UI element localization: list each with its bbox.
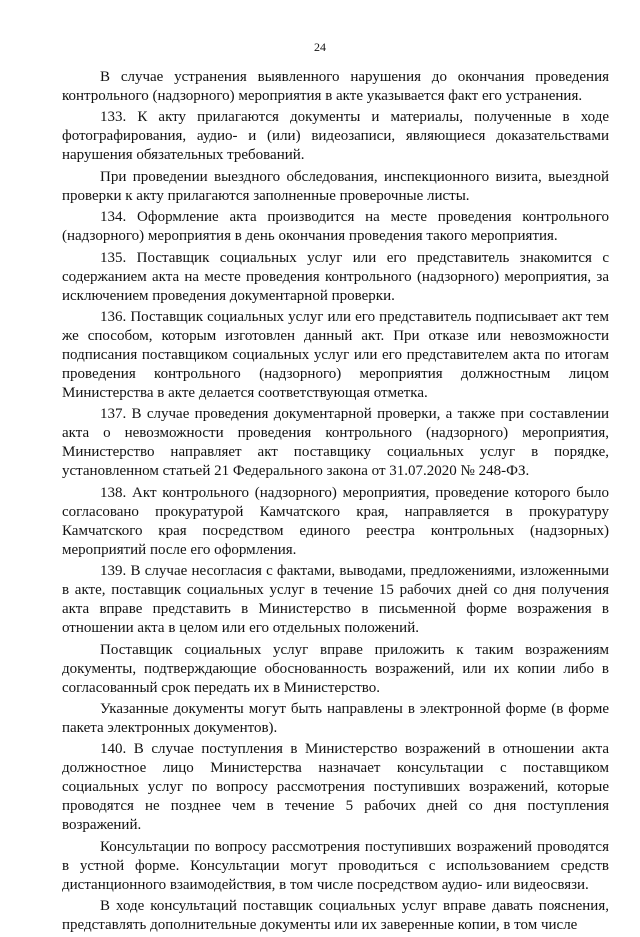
paragraph: 140. В случае поступления в Министерство возражений в отношении акта должностное лицо Министерства назначает консультации с поставщиком социальных услуг по вопросу рассмотрения поступивших возражений, которые проводятся не позднее чем в течение 5 рабочих дней со дня поступления возражений. [62, 741, 609, 834]
page-number: 24 [314, 40, 326, 54]
paragraph: В ходе консультаций поставщик социальных услуг вправе давать пояснения, представлять дополнительные документы или их заверенные копии, в том числе [62, 898, 609, 934]
document-body [62, 68, 609, 937]
paragraph: 139. В случае несогласия с фактами, выводами, предложениями, изложенными в акте, поставщик социальных услуг в течение 15 рабочих дней со дня получения акта вправе представить в Министерство в письменной форме возражения в отношении акта в целом или его отдельных положений. [62, 563, 609, 637]
paragraph: 138. Акт контрольного (надзорного) мероприятия, проведение которого было согласовано прокуратурой Камчатского края, направляется в прокуратуру Камчатского края посредством единого реестра контрольных (надзорных) мероприятий после его оформления. [62, 484, 609, 558]
paragraph: 137. В случае проведения документарной проверки, а также при составлении акта о невозможности проведения контрольного (надзорного) мероприятия, Министерство направляет акт поставщику социальных услуг в порядке, установленном статьей 21 Федерального закона от 31.07.2020 № 248-ФЗ. [62, 406, 609, 480]
paragraph: В случае устранения выявленного нарушения до окончания проведения контрольного (надзорного) мероприятия в акте указывается факт его устранения. [62, 69, 609, 104]
paragraph: Консультации по вопросу рассмотрения поступивших возражений проводятся в устной форме. Консультации могут проводиться с использованием средств дистанционного взаимодействия, в том числе посредством аудио- или видеосвязи. [62, 838, 609, 893]
paragraph: 136. Поставщик социальных услуг или его представитель подписывает акт тем же способом, которым изготовлен данный акт. При отказе или невозможности подписания поставщиком социальных услуг или его представителем акта по итогам проведения контрольного (надзорного) мероприятия должностным лицом Министерства в акте делается соответствующая отметка. [62, 308, 609, 401]
paragraph: 134. Оформление акта производится на месте проведения контрольного (надзорного) мероприятия в день окончания проведения такого мероприятия. [62, 209, 609, 245]
paragraph: Поставщик социальных услуг вправе приложить к таким возражениям документы, подтверждающие обоснованность возражений, или их копии либо в согласованный срок передать их в Министерство. [62, 641, 609, 696]
paragraph: 133. К акту прилагаются документы и материалы, полученные в ходе фотографирования, аудио- и (или) видеозаписи, являющиеся доказательствами нарушения обязательных требований. [62, 109, 609, 164]
paragraph: Указанные документы могут быть направлены в электронной форме (в форме пакета электронных документов). [62, 700, 609, 736]
paragraph: 135. Поставщик социальных услуг или его представитель знакомится с содержанием акта на месте проведения контрольного (надзорного) мероприятия, за исключением проведения документарной проверки. [62, 249, 609, 304]
paragraph: При проведении выездного обследования, инспекционного визита, выездной проверки к акту прилагаются заполненные проверочные листы. [62, 168, 609, 204]
